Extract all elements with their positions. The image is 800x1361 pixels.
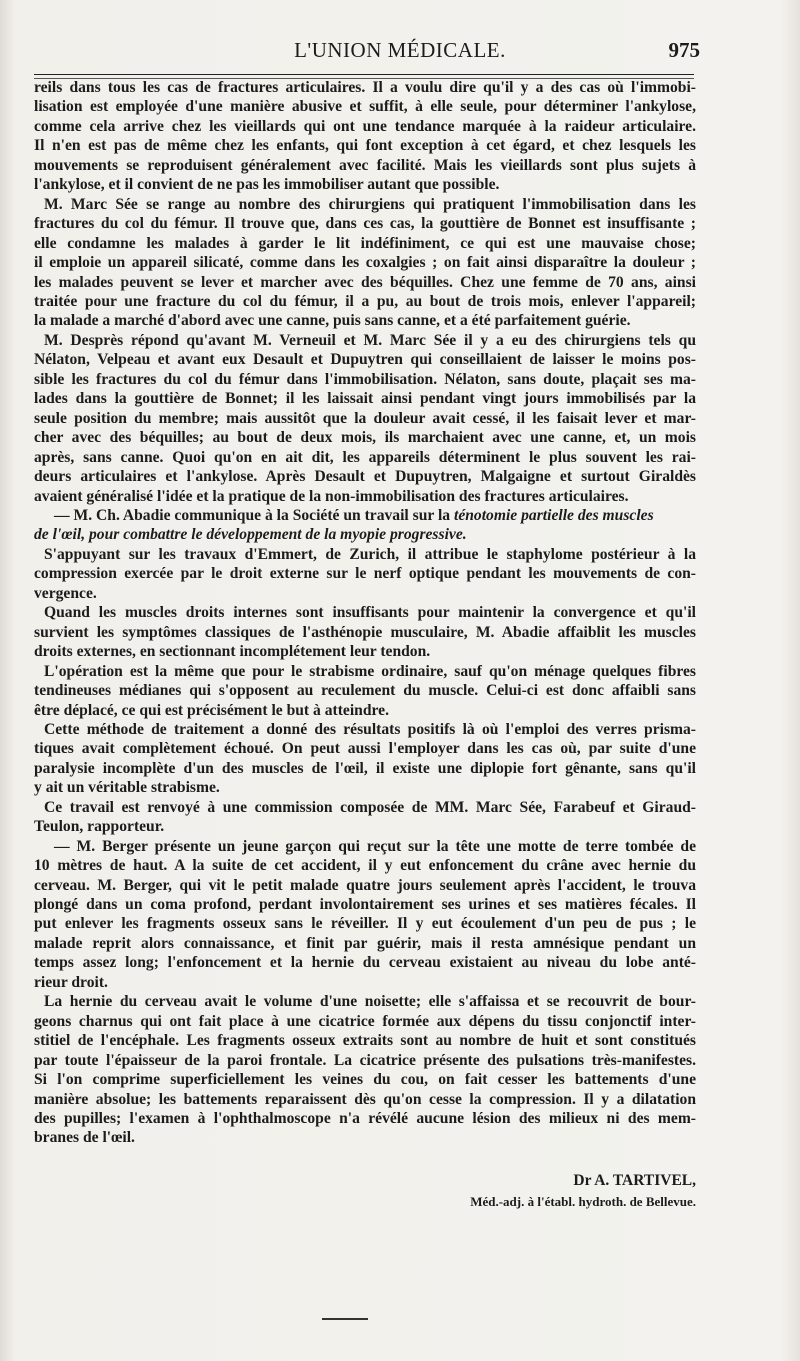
text-line: droits externes, en sectionnant incomplétement leur tendon. [34, 643, 431, 661]
author-signature: Dr A. TARTIVEL, [573, 1172, 696, 1189]
text-line: y ait un véritable strabisme. [34, 779, 220, 797]
text-line: stitiel de l'encéphale. Les fragments osseux extraits sont au nombre de huit et sont constitués [34, 1032, 696, 1050]
end-rule [322, 1318, 368, 1320]
paragraph-6 [34, 603, 696, 661]
paragraph-9 [34, 798, 696, 837]
paragraph-11 [34, 992, 696, 1148]
text-line: traitée pour une fracture du col du fémur, il a pu, au bout de trois mois, enlever l'appareil; [34, 292, 696, 310]
text-line: L'opération est la même que pour le strabisme ordinaire, sauf qu'on ménage quelques fibres [44, 662, 696, 680]
text-line: manière absolue; les battements reparaissent dès qu'on cesse la compression. Il y a dilatation [34, 1090, 696, 1108]
text-line: lades dans la gouttière de Bonnet; il les laissait ainsi pendant vingt jours immobilisés par la [34, 390, 696, 408]
text-line: survient les symptômes classiques de l'asthénopie musculaire, M. Abadie affaiblit les muscles [34, 623, 696, 641]
text-line: reils dans tous les cas de fractures articulaires. Il a voulu dire qu'il y a des cas où l'immobi- [34, 79, 696, 96]
paragraph-1 [34, 78, 696, 195]
text-line: après, sans canne. Quoi qu'on en ait dit, les appareils déterminent le plus souvent les rai- [34, 448, 696, 466]
text-line: geons charnus qui ont fait place à une cicatrice formée aux dépens du tissu conjonctif inter- [34, 1012, 696, 1030]
p4-title-part-1: ténotomie partielle des muscles [453, 506, 654, 524]
paragraph-4 [34, 506, 696, 545]
text-line: comme cela arrive chez les vieillards qui ont une tendance marquée à la raideur articulaire. [34, 117, 696, 135]
text-line: vergence. [34, 584, 97, 602]
text-line: les malades peuvent se lever et marcher avec des béquilles. Chez une femme de 70 ans, ainsi [34, 273, 696, 291]
text-line: Nélaton, Velpeau et avant eux Desault et Dupuytren qui conseillaient de laisser le moins pos- [34, 351, 696, 369]
text-line: cher avec des béquilles; au bout de deux mois, ils marchaient avec une canne, et, un mois [34, 429, 696, 447]
text-line: des pupilles; l'examen à l'ophthalmoscope n'a révélé aucune lésion des milieux ni des mem- [34, 1110, 696, 1128]
text-line: M. Marc Sée se range au nombre des chirurgiens qui pratiquent l'immobilisation dans les [44, 195, 696, 213]
paragraph-4-line-2 [34, 525, 696, 544]
paragraph-7 [34, 662, 696, 720]
text-line: Ce travail est renvoyé à une commission composée de MM. Marc Sée, Farabeuf et Giraud- [44, 798, 696, 816]
text-line: être déplacé, ce qui est précisément le but à atteindre. [34, 701, 389, 719]
page-header [0, 38, 800, 64]
text-line: Si l'on comprime superficiellement les veines du cou, on fait cesser les battements d'une [34, 1071, 696, 1089]
text-line: branes de l'œil. [34, 1129, 135, 1147]
text-line: deurs articulaires et l'ankylose. Après Desault et Dupuytren, Malgaigne et surtout Giraldès [34, 468, 696, 486]
running-title: L'UNION MÉDICALE. [294, 38, 506, 62]
text-line: sible les fractures du col du fémur dans l'immobilisation. Nélaton, sans doute, plaçait ses ma- [34, 370, 696, 388]
text-line: Quand les muscles droits internes sont insuffisants pour maintenir la convergence et qu'il [44, 604, 696, 622]
text-line: tiques avait complètement échoué. On peut aussi l'employer dans les cas où, par suite d'une [34, 740, 696, 758]
text-line: Cette méthode de traitement a donné des résultats positifs là où l'emploi des verres prisma- [44, 720, 696, 738]
text-line: M. Desprès répond qu'avant M. Verneuil et M. Marc Sée il y a eu des chirurgiens tels qu [44, 331, 696, 349]
text-line: La hernie du cerveau avait le volume d'une noisette; elle s'affaissa et se recouvrit de bour- [44, 993, 696, 1011]
article-body [34, 78, 696, 1148]
text-line: mouvements se reproduisent généralement avec facilité. Mais les vieillards sont plus sujets à [34, 156, 696, 174]
text-line: cerveau. M. Berger, qui vit le petit malade quatre jours seulement après l'accident, le trouva [34, 876, 696, 894]
text-line: paralysie incomplète d'un des muscles de l'œil, il existe une diplopie fort gênante, sans qu'il [34, 759, 696, 777]
text-line: par toute l'épaisseur de la paroi frontale. La cicatrice présente des pulsations très-manifestes. [34, 1051, 696, 1069]
text-line: rieur droit. [34, 973, 108, 991]
text-line: Teulon, rapporteur. [34, 818, 165, 836]
p4-title-part-2: de l'œil, pour combattre le développement de la myopie progressive. [34, 526, 467, 544]
text-line: il emploie un appareil silicaté, comme dans les coxalgies ; on fait ainsi disparaître la douleur ; [34, 254, 696, 272]
text-line: elle condamne les malades à garder le lit indéfiniment, ce qui est une mauvaise chose; [34, 234, 696, 252]
text-line: la malade a marché d'abord avec une canne, puis sans canne, et a été parfaitement guérie. [34, 312, 631, 330]
text-line: tendineuses médianes qui s'opposent au reculement du muscle. Celui-ci est donc affaibli sans [34, 682, 696, 700]
paragraph-8 [34, 720, 696, 798]
paragraph-10 [34, 837, 696, 993]
text-line: put enlever les fragments osseux sans le réveiller. Il y eut écoulement d'un peu de pus ; le [34, 915, 696, 933]
p4-intro: — M. Ch. Abadie communique à la Société un travail sur la [54, 506, 454, 524]
text-line: 10 mètres de haut. A la suite de cet accident, il y eut enfoncement du crâne avec hernie du [34, 857, 696, 875]
text-line: avaient généralisé l'idée et la pratique de la non-immobilisation des fractures articulaires. [34, 487, 629, 505]
paragraph-5 [34, 545, 696, 603]
text-line: compression exercée par le droit externe sur le nerf optique pendant les mouvements de con- [34, 565, 696, 583]
text-line: lisation est employée d'une manière abusive et suffit, à elle seule, pour déterminer l'ankylose, [34, 98, 696, 116]
text-line: — M. Berger présente un jeune garçon qui reçut sur la tête une motte de terre tombée de [54, 837, 696, 855]
text-line: malade reprit alors connaissance, et finit par guérir, mais il resta amnésique pendant un [34, 934, 696, 952]
text-line: fractures du col du fémur. Il trouve que, dans ces cas, la gouttière de Bonnet est insuffisante ; [34, 215, 696, 233]
text-line: temps assez long; l'enfoncement et la hernie du cerveau existaient au niveau du lobe anté- [34, 954, 696, 972]
page-number: 975 [668, 38, 700, 62]
author-affiliation: Méd.-adj. à l'établ. hydroth. de Bellevue. [470, 1194, 696, 1209]
text-line: S'appuyant sur les travaux d'Emmert, de Zurich, il attribue le staphylome postérieur à la [44, 545, 696, 563]
text-line: seule position du membre; mais aussitôt que la douleur avait cessé, il les faisait lever et mar- [34, 409, 696, 427]
paragraph-4-line-1 [34, 506, 696, 525]
paragraph-2 [34, 195, 696, 331]
text-line: l'ankylose, et il convient de ne pas les immobiliser autant que possible. [34, 176, 500, 194]
text-line: plongé dans un coma profond, perdant involontairement ses urines et ses matières fécales. Il [34, 896, 696, 914]
text-line: Il n'en est pas de même chez les enfants, qui font exception à cet égard, et chez lesquels les [34, 137, 696, 155]
paragraph-3 [34, 331, 696, 506]
header-rule [34, 74, 694, 75]
